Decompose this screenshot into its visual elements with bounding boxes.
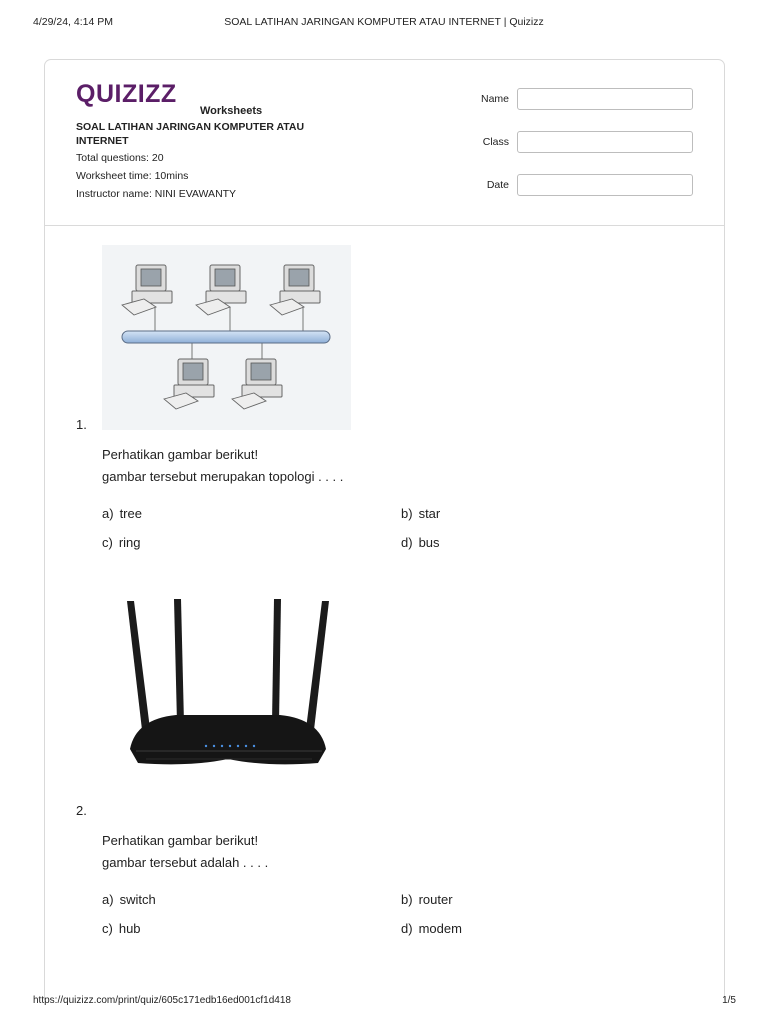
option-text: bus [418, 535, 440, 550]
question-number: 1. [76, 417, 87, 432]
option-text: ring [118, 535, 141, 550]
total-questions: Total questions: 20 [76, 152, 164, 164]
question-text [102, 830, 268, 874]
worksheet-time: Worksheet time: 10mins [76, 170, 189, 182]
option-a [102, 892, 156, 907]
instructor-name: Instructor name: NINI EVAWANTY [76, 188, 237, 200]
option-a [102, 506, 142, 521]
bus-topology-diagram-icon [102, 245, 351, 430]
date-label: Date [486, 179, 509, 191]
name-label: Name [480, 93, 509, 105]
question-line: Perhatikan gambar berikut! [102, 833, 259, 848]
worksheet-title: SOAL LATIHAN JARINGAN KOMPUTER ATAU INTERNET [76, 121, 305, 147]
option-d [401, 921, 462, 936]
question-line: gambar tersebut adalah . . . . [102, 855, 269, 870]
print-header [0, 16, 768, 30]
option-c [102, 921, 141, 936]
option-letter: a) [102, 892, 114, 907]
date-field[interactable] [517, 174, 693, 196]
print-datetime: 4/29/24, 4:14 PM [33, 16, 113, 28]
header-divider [45, 225, 724, 226]
option-text: hub [118, 921, 141, 936]
option-b [401, 506, 440, 521]
question-line: gambar tersebut merupakan topologi . . . . [102, 469, 344, 484]
option-text: tree [119, 506, 142, 521]
class-field[interactable] [517, 131, 693, 153]
page-number: 1/5 [722, 995, 736, 1006]
print-url: https://quizizz.com/print/quiz/605c171edb16ed001cf1d418 [33, 995, 291, 1006]
wifi-router-icon [106, 587, 352, 815]
option-letter: d) [401, 921, 413, 936]
class-label: Class [482, 136, 509, 148]
question-line: Perhatikan gambar berikut! [102, 447, 259, 462]
logo-subtitle: Worksheets [200, 105, 263, 117]
worksheet [44, 59, 725, 1000]
option-letter: c) [102, 921, 113, 936]
print-title: SOAL LATIHAN JARINGAN KOMPUTER ATAU INTERNET | Quizizz [224, 16, 544, 28]
option-letter: d) [401, 535, 413, 550]
question-text [102, 444, 343, 488]
option-letter: b) [401, 506, 413, 521]
logo-text: QUIZIZZ [76, 80, 177, 108]
question-number: 2. [76, 803, 87, 818]
option-letter: a) [102, 506, 114, 521]
option-text: modem [418, 921, 462, 936]
option-text: router [418, 892, 453, 907]
option-text: star [418, 506, 441, 521]
option-letter: c) [102, 535, 113, 550]
name-field[interactable] [517, 88, 693, 110]
option-b [401, 892, 453, 907]
option-text: switch [119, 892, 156, 907]
option-c [102, 535, 141, 550]
option-d [401, 535, 440, 550]
option-letter: b) [401, 892, 413, 907]
